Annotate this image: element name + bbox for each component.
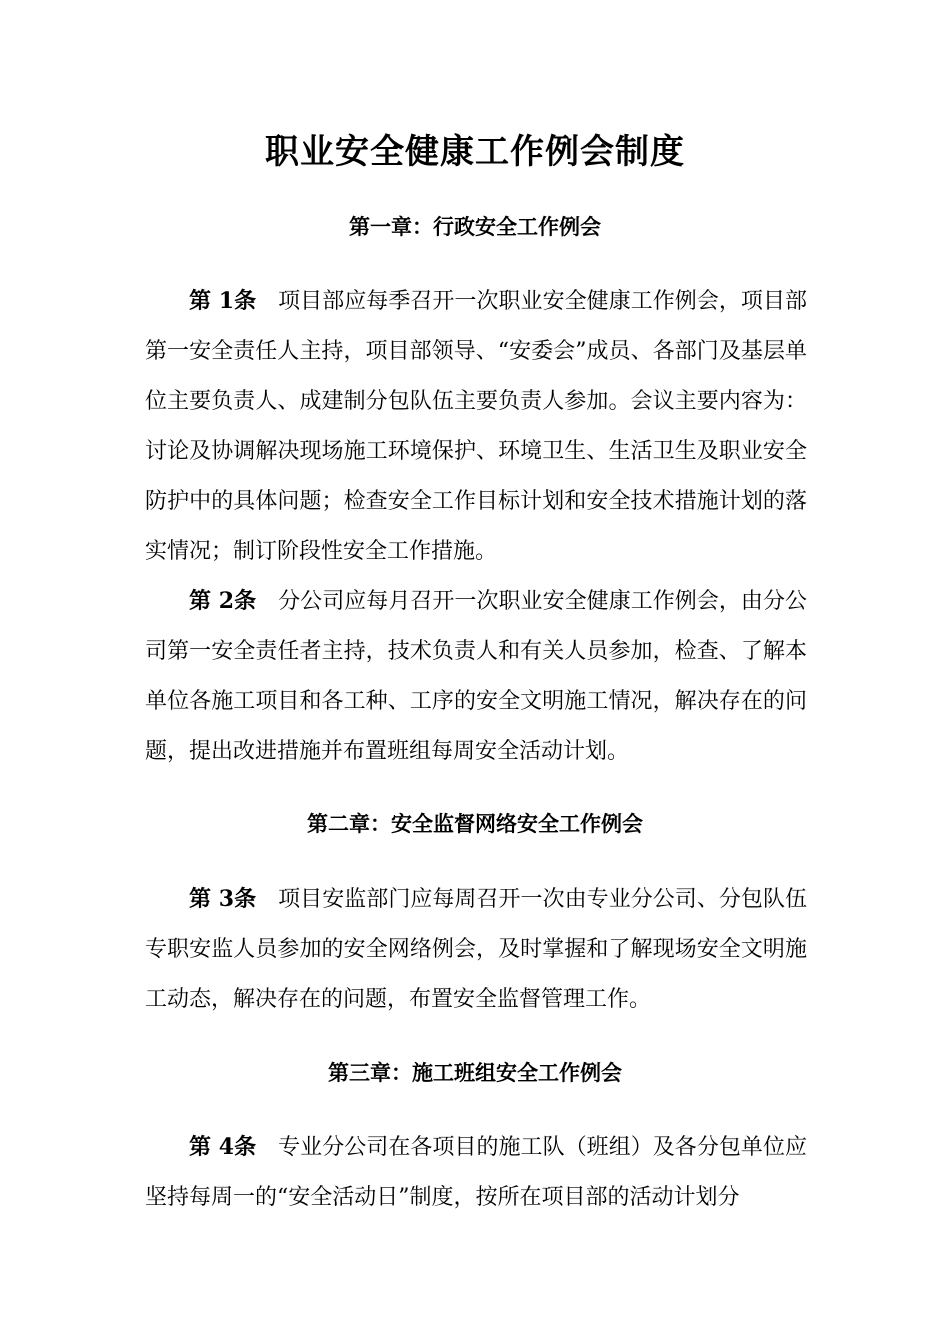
article-4-number: 第 4条 (189, 1134, 257, 1160)
article-2 (145, 576, 807, 777)
chapter-1-heading: 第一章：行政安全工作例会 (349, 214, 601, 239)
article-3 (145, 874, 807, 1025)
document-title: 职业安全健康工作例会制度 (265, 132, 685, 172)
article-2-number: 第 2条 (189, 588, 257, 614)
article-1-text: 项目部应每季召开一次职业安全健康工作例会，项目部第一安全责任人主持，项目部领导、“安委会”成员、各部门及基层单位主要负责人、成建制分包队伍主要负责人参加。会议主要内容为：讨论及协调解决现场施工环境保护、环境卫生、生活卫生及职业安全防护中的具体问题；检查安全工作目标计划和安全技术措施计划的落实情况；制订阶段性安全工作措施。 (145, 289, 807, 564)
article-3-text: 项目安监部门应每周召开一次由专业分公司、分包队伍专职安监人员参加的安全网络例会，及时掌握和了解现场安全文明施工动态，解决存在的问题，布置安全监督管理工作。 (145, 887, 807, 1012)
chapter-2-heading: 第二章：安全监督网络安全工作例会 (307, 811, 643, 836)
article-3-number: 第 3条 (189, 886, 257, 912)
article-1-number: 第 1条 (189, 288, 257, 314)
article-1 (145, 276, 807, 577)
article-2-text: 分公司应每月召开一次职业安全健康工作例会，由分公司第一安全责任者主持，技术负责人和有关人员参加，检查、了解本单位各施工项目和各工种、工序的安全文明施工情况，解决存在的问题，提出改进措施并布置班组每周安全活动计划。 (145, 589, 807, 764)
article-4-text: 专业分公司在各项目的施工队（班组）及各分包单位应坚持每周一的“安全活动日”制度，按所在项目部的活动计划分 (145, 1135, 807, 1210)
chapter-3-heading: 第三章：施工班组安全工作例会 (328, 1060, 622, 1085)
article-4 (145, 1122, 807, 1223)
